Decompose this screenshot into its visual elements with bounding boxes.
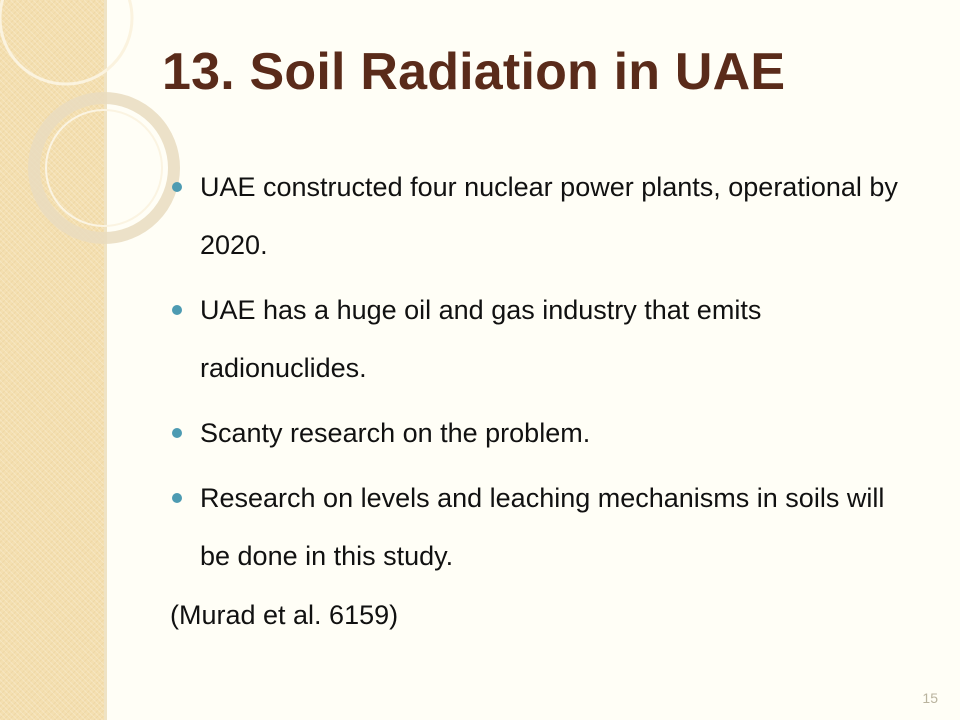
bullet-dot-icon	[172, 305, 182, 315]
bullet-item	[170, 404, 910, 462]
bullet-text: UAE has a huge oil and gas industry that emits radionuclides.	[200, 295, 762, 383]
bullet-text: UAE constructed four nuclear power plants, operational by 2020.	[200, 172, 898, 260]
bullet-dot-icon	[172, 428, 182, 438]
bullet-text: Scanty research on the problem.	[200, 418, 591, 448]
bullet-item	[170, 281, 910, 397]
slide-title: 13. Soil Radiation in UAE	[162, 43, 786, 101]
page-number: 15	[922, 690, 938, 706]
bullet-item	[170, 158, 910, 274]
bullet-dot-icon	[172, 182, 182, 192]
ring-top	[0, 0, 132, 84]
decorative-rings	[0, 0, 120, 240]
bullet-item	[170, 469, 910, 585]
ring-middle	[34, 98, 174, 238]
bullet-dot-icon	[172, 493, 182, 503]
ring-middle-inner	[46, 110, 162, 226]
bullet-list	[170, 158, 910, 592]
citation: (Murad et al. 6159)	[170, 600, 399, 630]
bullet-text: Research on levels and leaching mechanisms in soils will be done in this study.	[200, 483, 885, 571]
